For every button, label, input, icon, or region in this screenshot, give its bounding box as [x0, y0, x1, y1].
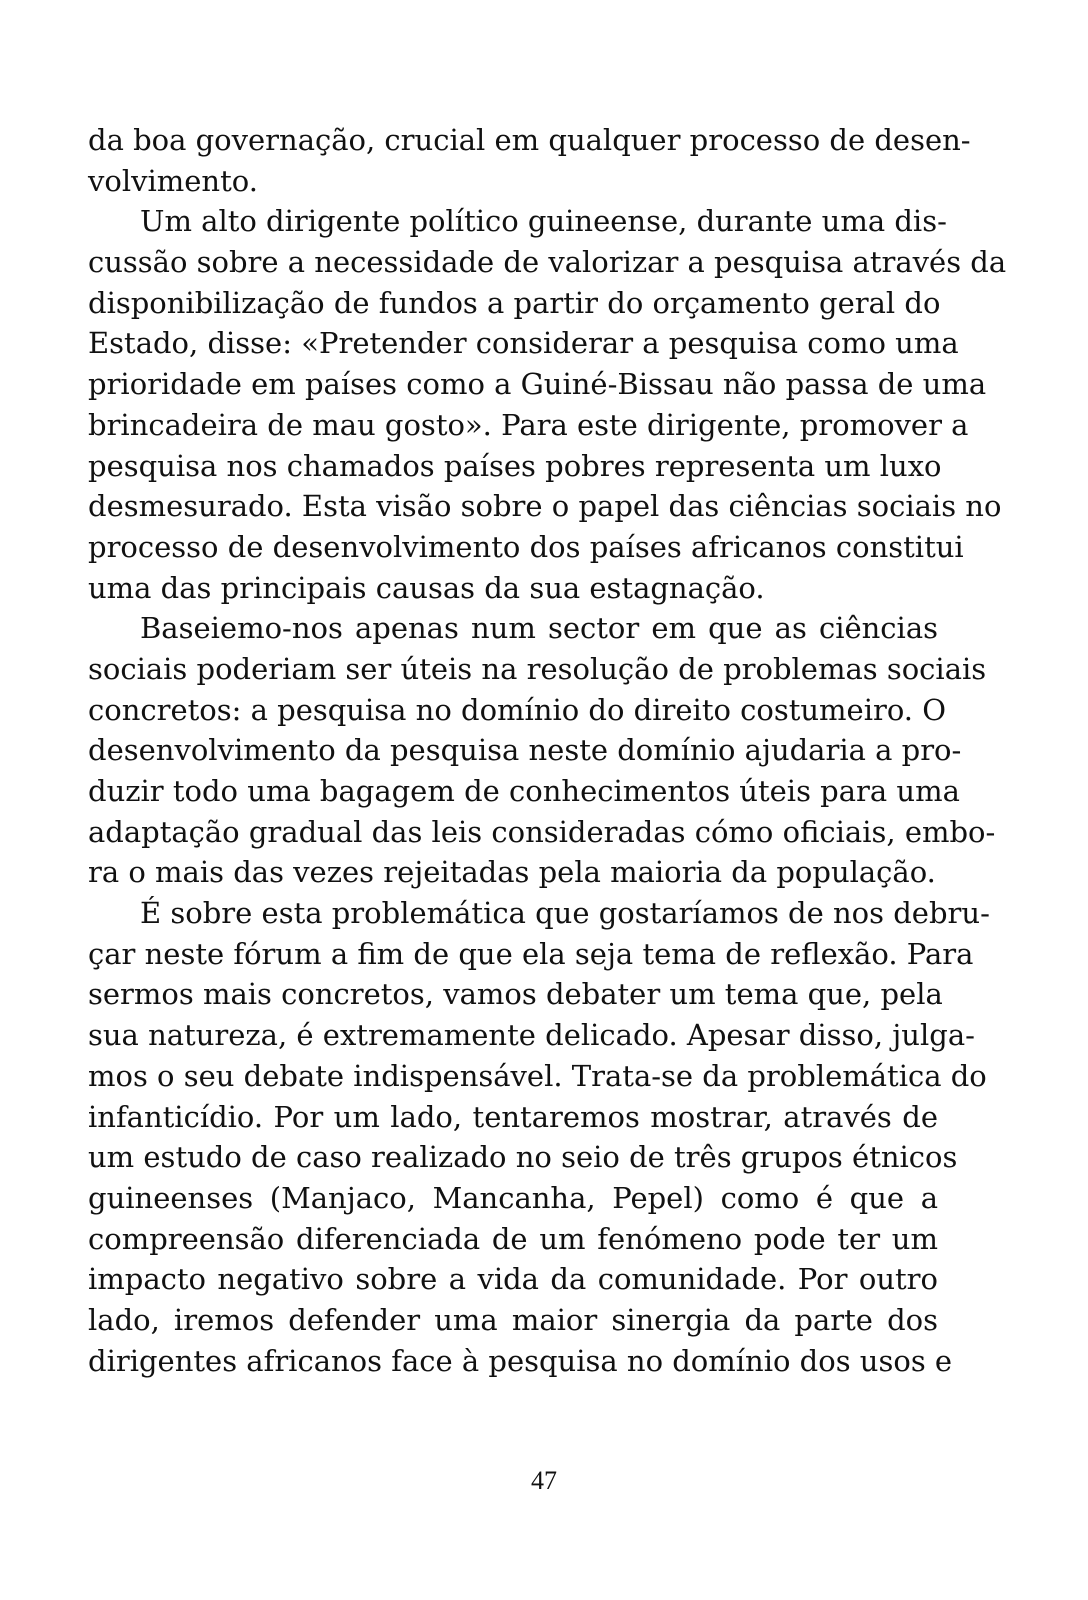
text-line: concretos: a pesquisa no domínio do direito costumeiro. O: [88, 692, 947, 727]
text-line: mos o seu debate indispensável. Trata-se da problemática do: [88, 1058, 987, 1093]
text-line: cussão sobre a necessidade de valorizar a pesquisa através da: [88, 245, 1007, 280]
text-line: uma das principais causas da sua estagnação.: [88, 570, 765, 605]
text-line: prioridade em países como a Guiné-Bissau não passa de uma: [88, 367, 987, 402]
text-line: dirigentes africanos face à pesquisa no domínio dos usos e: [88, 1343, 953, 1378]
text-line: Estado, disse: «Pretender considerar a pesquisa como uma: [88, 326, 959, 361]
text-line: sociais poderiam ser úteis na resolução de problemas sociais: [88, 651, 987, 686]
text-line: lado, iremos defender uma maior sinergia da parte dos: [88, 1302, 938, 1337]
paragraph-first-line: Um alto dirigente político guineense, durante uma dis-: [140, 204, 947, 239]
paragraph-first-line: É sobre esta problemática que gostaríamos de nos debru-: [140, 896, 990, 931]
text-line: infanticídio. Por um lado, tentaremos mostrar, através de: [88, 1099, 938, 1134]
text-line: volvimento.: [88, 163, 258, 198]
text-line: pesquisa nos chamados países pobres representa um luxo: [88, 448, 942, 483]
page-number: 47: [531, 1466, 557, 1495]
text-line: sermos mais concretos, vamos debater um tema que, pela: [88, 977, 943, 1012]
text-line: çar neste fórum a fim de que ela seja tema de reflexão. Para: [88, 936, 974, 971]
text-line: adaptação gradual das leis consideradas cómo oficiais, embo-: [88, 814, 996, 849]
body-text: [88, 120, 1007, 1381]
text-line: sua natureza, é extremamente delicado. Apesar disso, julga-: [88, 1018, 975, 1053]
text-line: processo de desenvolvimento dos países africanos constitui: [88, 529, 964, 564]
text-line: disponibilização de fundos a partir do orçamento geral do: [88, 285, 941, 320]
text-line: ra o mais das vezes rejeitadas pela maioria da população.: [88, 855, 936, 890]
text-line: da boa governação, crucial em qualquer processo de desen-: [88, 123, 971, 157]
text-line: brincadeira de mau gosto». Para este dirigente, promover a: [88, 407, 969, 442]
text-line: guineenses (Manjaco, Mancanha, Pepel) como é que a: [88, 1180, 938, 1215]
text-line: duzir todo uma bagagem de conhecimentos úteis para uma: [88, 774, 960, 808]
text-line: desmesurado. Esta visão sobre o papel das ciências sociais no: [88, 489, 1002, 524]
text-line: um estudo de caso realizado no seio de três grupos étnicos: [88, 1140, 958, 1175]
paragraph-first-line: Baseiemo-nos apenas num sector em que as ciências: [140, 611, 938, 646]
text-line: impacto negativo sobre a vida da comunidade. Por outro: [88, 1262, 938, 1297]
text-line: desenvolvimento da pesquisa neste domínio ajudaria a pro-: [88, 733, 962, 768]
text-line: compreensão diferenciada de um fenómeno pode ter um: [88, 1221, 938, 1256]
